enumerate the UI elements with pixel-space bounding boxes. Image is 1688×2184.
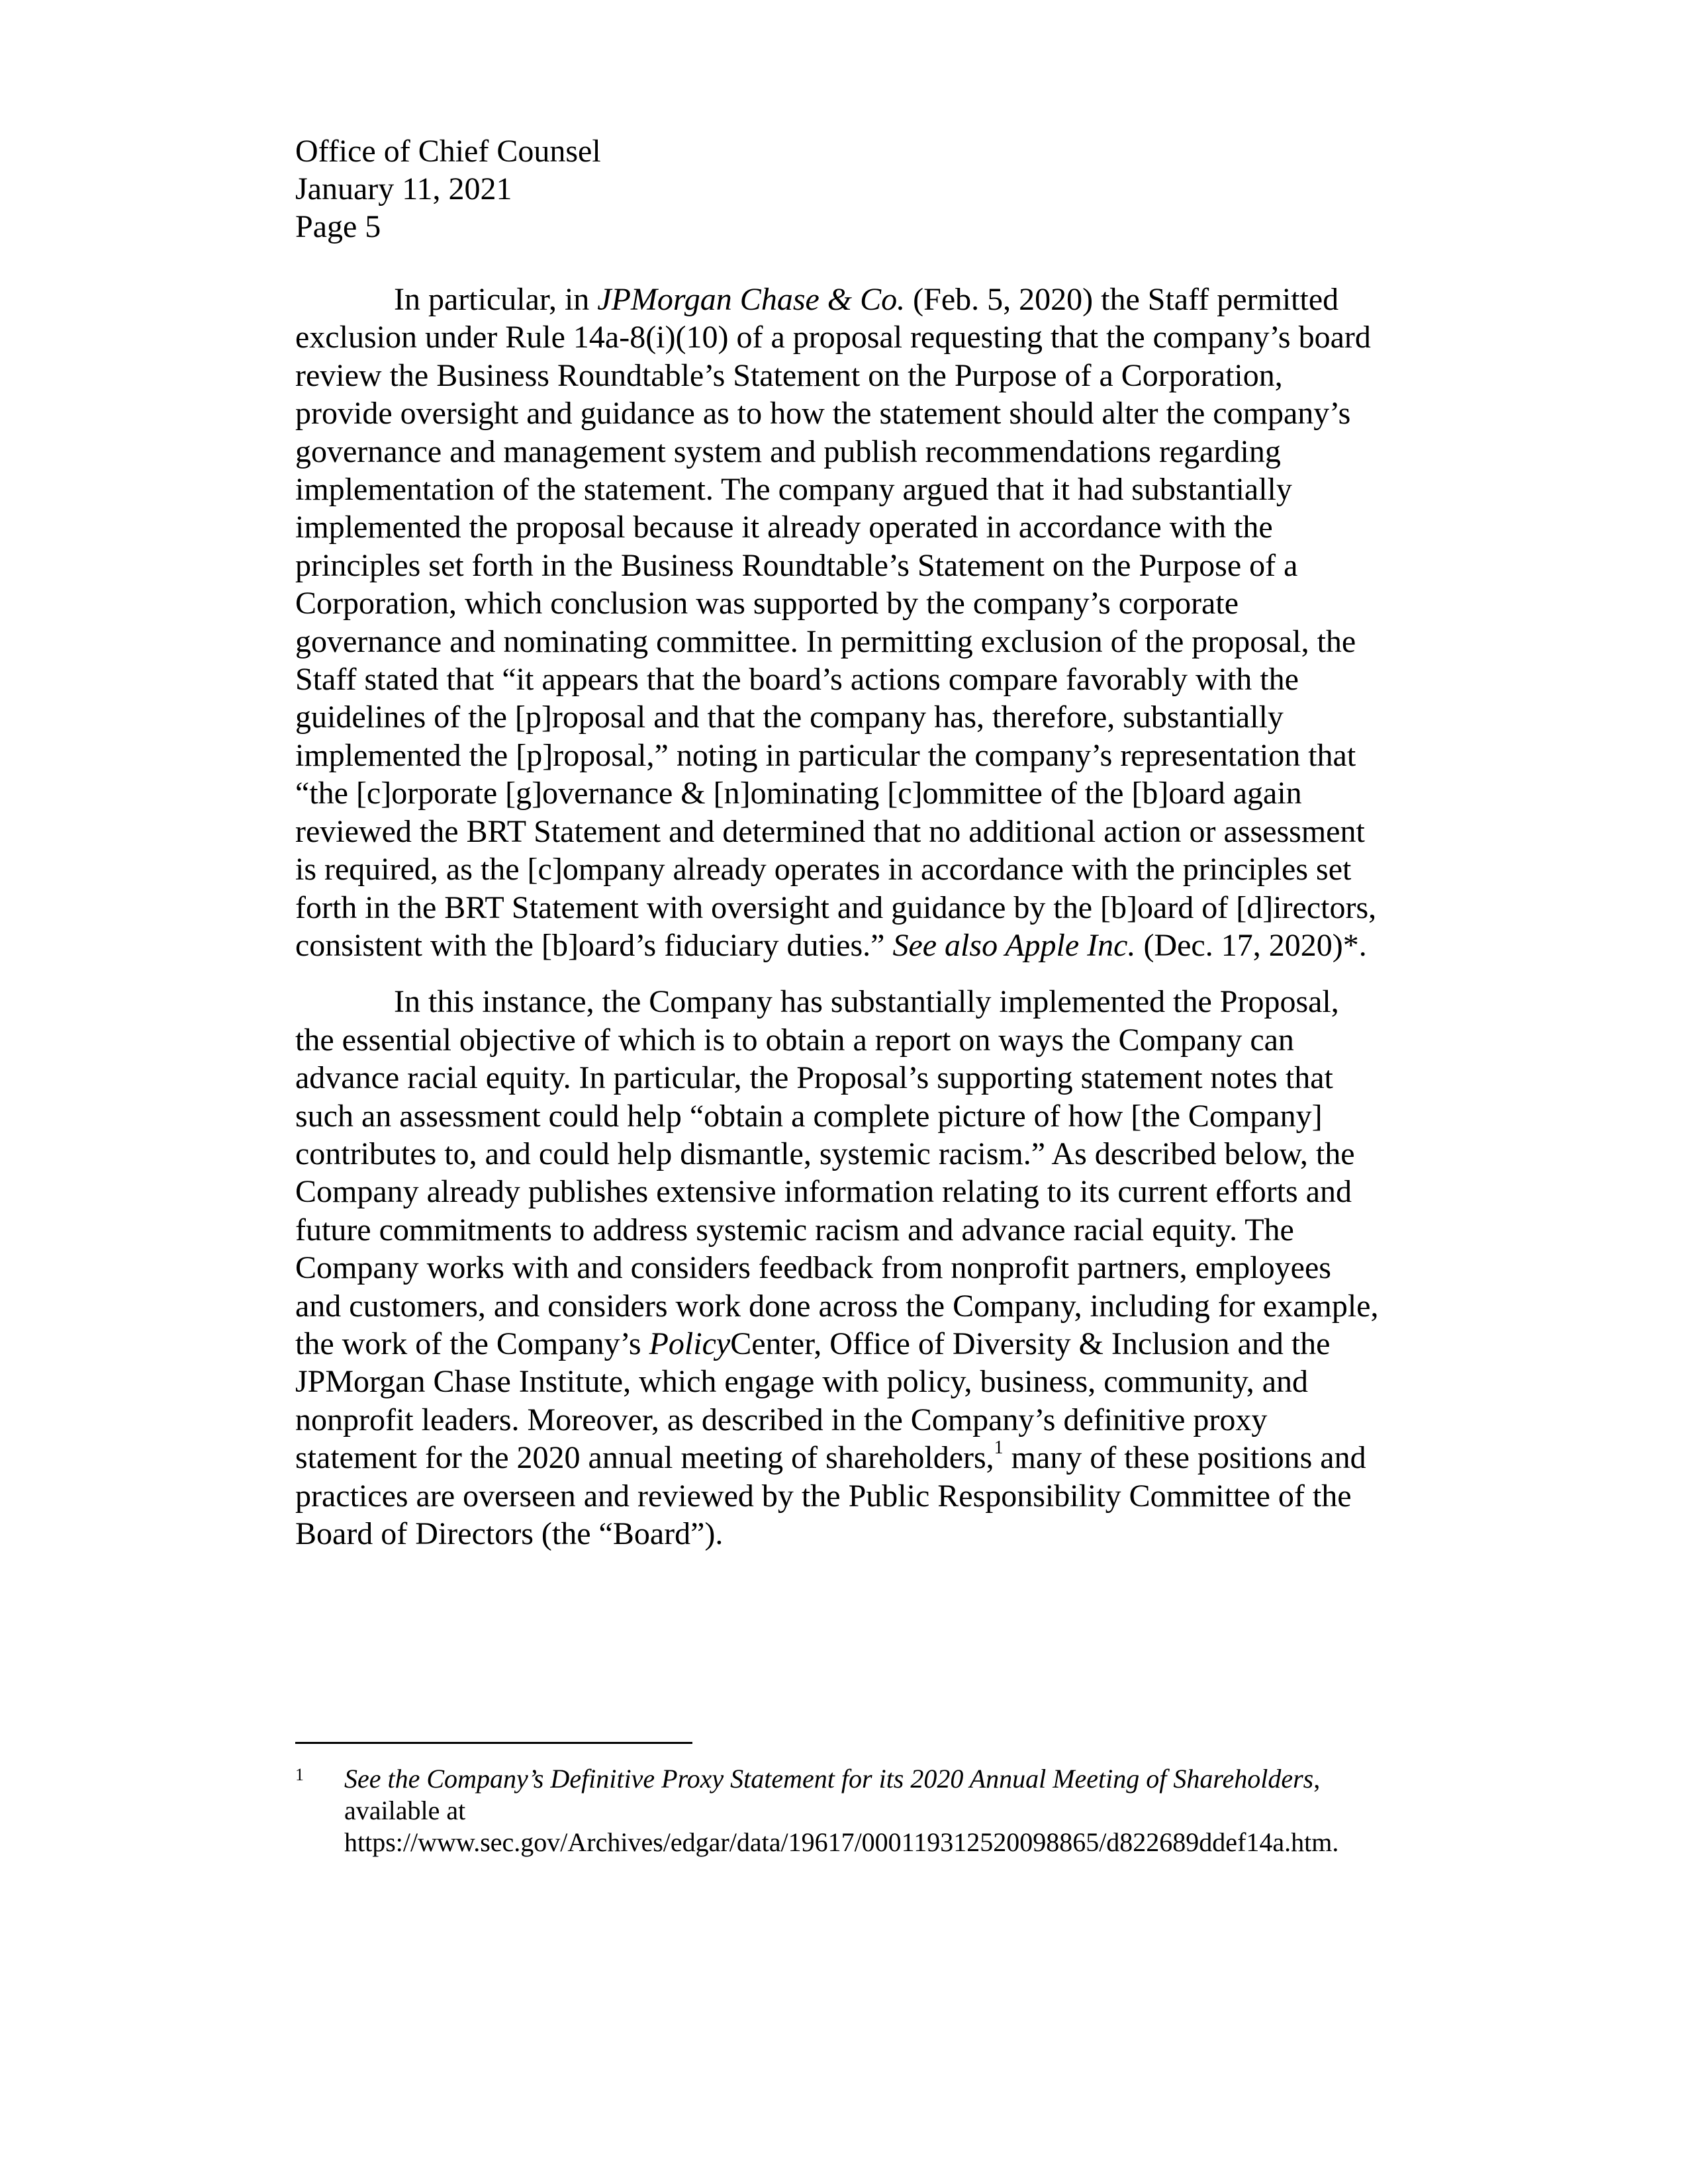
footnote-line: available at [344,1796,466,1825]
recipient-office: Office of Chief Counsel [295,134,601,169]
text-line: guidelines of the [p]roposal and that the company has, therefore, substantially [295,700,1284,735]
text-line: provide oversight and guidance as to how the statement should alter the company’s [295,396,1351,432]
text-line: Board of Directors (the “Board”). [295,1516,724,1551]
text-line: “the [c]orporate [g]overnance & [n]ominating [c]ommittee of the [b]oard again [295,776,1302,811]
text-line: implemented the proposal because it already operated in accordance with the [295,510,1273,545]
text-line: governance and management system and publish recommendations regarding [295,433,1281,469]
letter-date: January 11, 2021 [295,171,512,206]
footnote-separator [295,1742,692,1744]
text-line: principles set forth in the Business Roundtable’s Statement on the Purpose of a [295,547,1298,583]
paragraph-substantial-implementation [295,983,1414,1553]
text-line: exclusion under Rule 14a-8(i)(10) of a proposal requesting that the company’s board [295,320,1371,355]
text-line: future commitments to address systemic racism and advance racial equity. The [295,1212,1294,1248]
footnote-reference[interactable]: 1 [994,1437,1004,1459]
text-line: Company already publishes extensive information relating to its current efforts and [295,1174,1352,1210]
text-line: consistent with the [b]oard’s fiduciary duties.” See also Apple Inc. (Dec. 17, 2020)*. [295,927,1367,963]
footnote-body [344,1763,1421,1858]
text-line: is required, as the [c]ompany already operates in accordance with the principles set [295,852,1352,887]
case-citation: JPMorgan Chase & Co. [597,282,906,317]
text-line: contributes to, and could help dismantle, systemic racism.” As described below, the [295,1136,1355,1171]
text-line: implemented the [p]roposal,” noting in particular the company’s representation that [295,737,1356,773]
policy-center-italic: Policy [649,1326,731,1361]
text-line: JPMorgan Chase Institute, which engage with policy, business, community, and [295,1364,1309,1400]
footnote-marker: 1 [295,1765,304,1784]
text-line: advance racial equity. In particular, the Proposal’s supporting statement notes that [295,1060,1333,1096]
footnote [295,1763,1421,1858]
footnote-document-title: See the Company’s Definitive Proxy Statement for its 2020 Annual Meeting of Shareholders [344,1764,1314,1794]
text-line: review the Business Roundtable’s Statement on the Purpose of a Corporation, [295,357,1283,393]
letter-body [295,281,1414,1571]
text-line: statement for the 2020 annual meeting of shareholders,$^1$ many of these positions and [295,1437,1366,1476]
text-line: forth in the BRT Statement with oversight and guidance by the [b]oard of [d]irectors, [295,889,1377,925]
text-line: and customers, and considers work done across the Company, including for example, [295,1288,1379,1324]
footnote-url[interactable]: https://www.sec.gov/Archives/edgar/data/19617/000119312520098865/d822689ddef14a.htm. [344,1827,1339,1857]
text-line: practices are overseen and reviewed by the Public Responsibility Committee of the [295,1478,1352,1514]
text-line: the work of the Company’s PolicyCenter, Office of Diversity & Inclusion and the [295,1326,1331,1361]
paragraph-jpmorgan-precedent [295,281,1414,964]
page-number: Page 5 [295,209,381,244]
text-line: implementation of the statement. The company argued that it had substantially [295,472,1292,508]
text-line: reviewed the BRT Statement and determined that no additional action or assessment [295,813,1365,849]
text-line: governance and nominating committee. In permitting exclusion of the proposal, the [295,623,1356,659]
footnote-line: See the Company’s Definitive Proxy Statement for its 2020 Annual Meeting of Shareholders, [344,1764,1321,1794]
see-also-citation: See also Apple Inc. [892,927,1136,963]
letter-header [295,132,1421,246]
text-line: In this instance, the Company has substantially implemented the Proposal, [394,984,1339,1020]
text-line: such an assessment could help “obtain a complete picture of how [the Company] [295,1098,1323,1134]
text-line: Staff stated that “it appears that the board’s actions compare favorably with the [295,662,1299,698]
text-line: nonprofit leaders. Moreover, as described in the Company’s definitive proxy [295,1402,1268,1437]
text-line: Company works with and considers feedback from nonprofit partners, employees [295,1250,1331,1286]
text-line: Corporation, which conclusion was supported by the company’s corporate [295,586,1239,621]
text-line: In particular, in JPMorgan Chase & Co. (Feb. 5, 2020) the Staff permitted [394,282,1339,317]
text-line: the essential objective of which is to obtain a report on ways the Company can [295,1022,1294,1058]
